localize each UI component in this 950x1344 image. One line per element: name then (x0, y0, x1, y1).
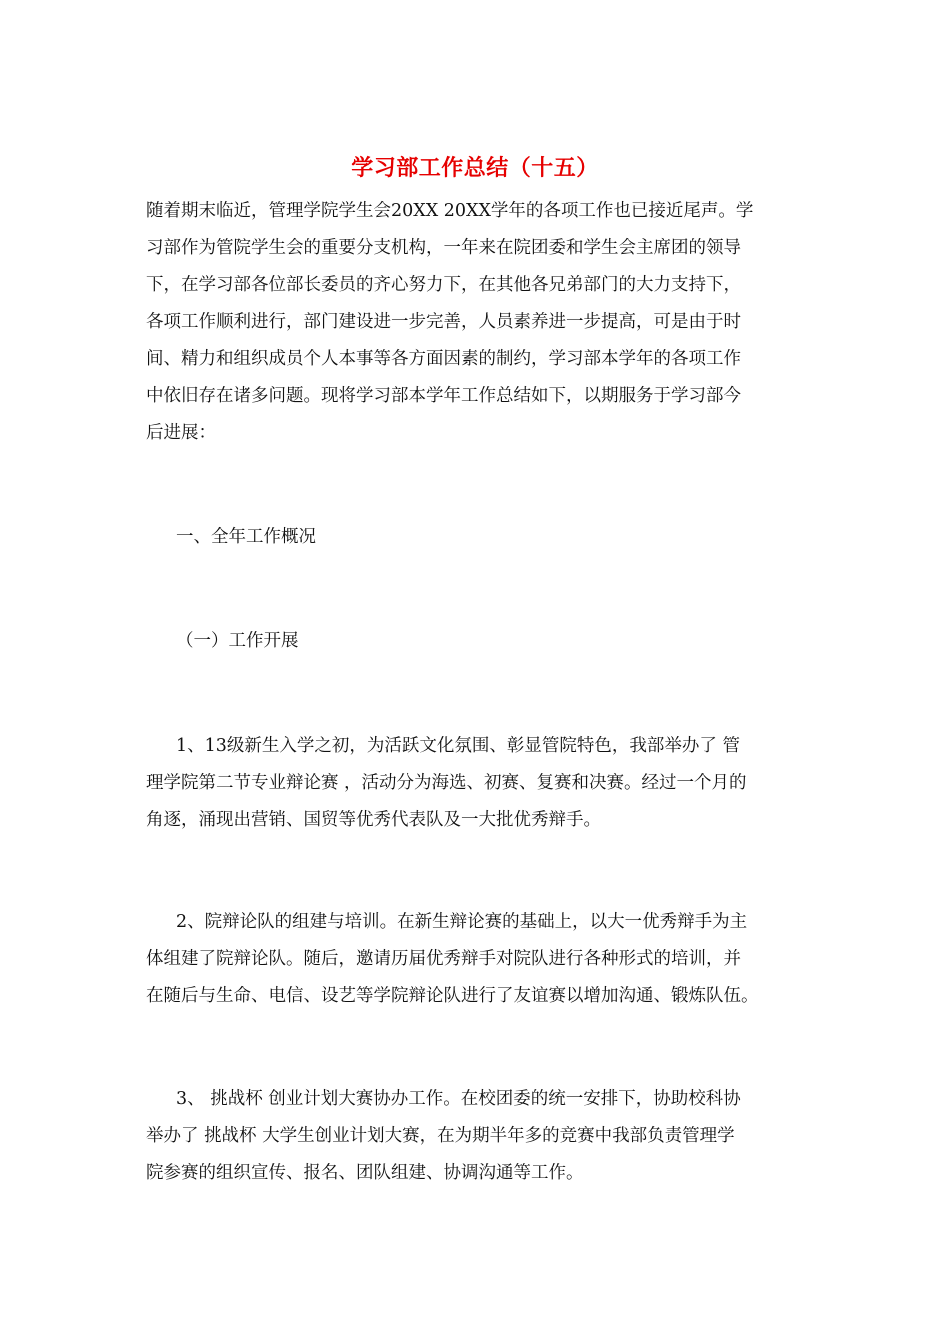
intro-paragraph (146, 193, 806, 452)
item-line: 体组建了院辩论队。随后，邀请历届优秀辩手对院队进行各种形式的培训，并 (146, 949, 741, 969)
subsection-heading: （一）工作开展 (176, 631, 299, 651)
intro-line: 随着期末临近，管理学院学生会20XX 20XX学年的各项工作也已接近尾声。学 (146, 201, 754, 221)
item-line: 角逐，涌现出营销、国贸等优秀代表队及一大批优秀辩手。 (146, 810, 601, 830)
item-line: 院参赛的组织宣传、报名、团队组建、协调沟通等工作。 (146, 1163, 584, 1183)
section-heading: 一、全年工作概况 (176, 527, 316, 547)
intro-line: 各项工作顺利进行，部门建设进一步完善，人员素养进一步提高，可是由于时 (146, 312, 741, 332)
item-line: 举办了 挑战杯 大学生创业计划大赛，在为期半年多的竞赛中我部负责管理学 (146, 1126, 735, 1146)
item-line: 理学院第二节专业辩论赛 ，活动分为海选、初赛、复赛和决赛。经过一个月的 (146, 773, 747, 793)
item-line: 1、13级新生入学之初，为活跃文化氛围、彰显管院特色，我部举办了 管 (176, 736, 740, 756)
item-line: 2、院辩论队的组建与培训。在新生辩论赛的基础上，以大一优秀辩手为主 (176, 912, 748, 932)
intro-line: 中依旧存在诸多问题。现将学习部本学年工作总结如下，以期服务于学习部今 (146, 386, 741, 406)
item-line: 3、 挑战杯 创业计划大赛协办工作。在校团委的统一安排下，协助校科协 (176, 1089, 741, 1109)
intro-line: 间、精力和组织成员个人本事等各方面因素的制约，学习部本学年的各项工作 (146, 349, 741, 369)
intro-line: 后进展： (146, 423, 216, 443)
item-paragraph-2 (146, 904, 806, 1015)
item-line: 在随后与生命、电信、设艺等学院辩论队进行了友谊赛以增加沟通、锻炼队伍。 (146, 986, 759, 1006)
document-title: 学习部工作总结（十五） (351, 155, 599, 181)
intro-line: 习部作为管院学生会的重要分支机构，一年来在院团委和学生会主席团的领导 (146, 238, 741, 258)
item-paragraph-3 (146, 1081, 806, 1192)
intro-line: 下，在学习部各位部长委员的齐心努力下，在其他各兄弟部门的大力支持下， (146, 275, 741, 295)
item-paragraph-1 (146, 728, 806, 839)
